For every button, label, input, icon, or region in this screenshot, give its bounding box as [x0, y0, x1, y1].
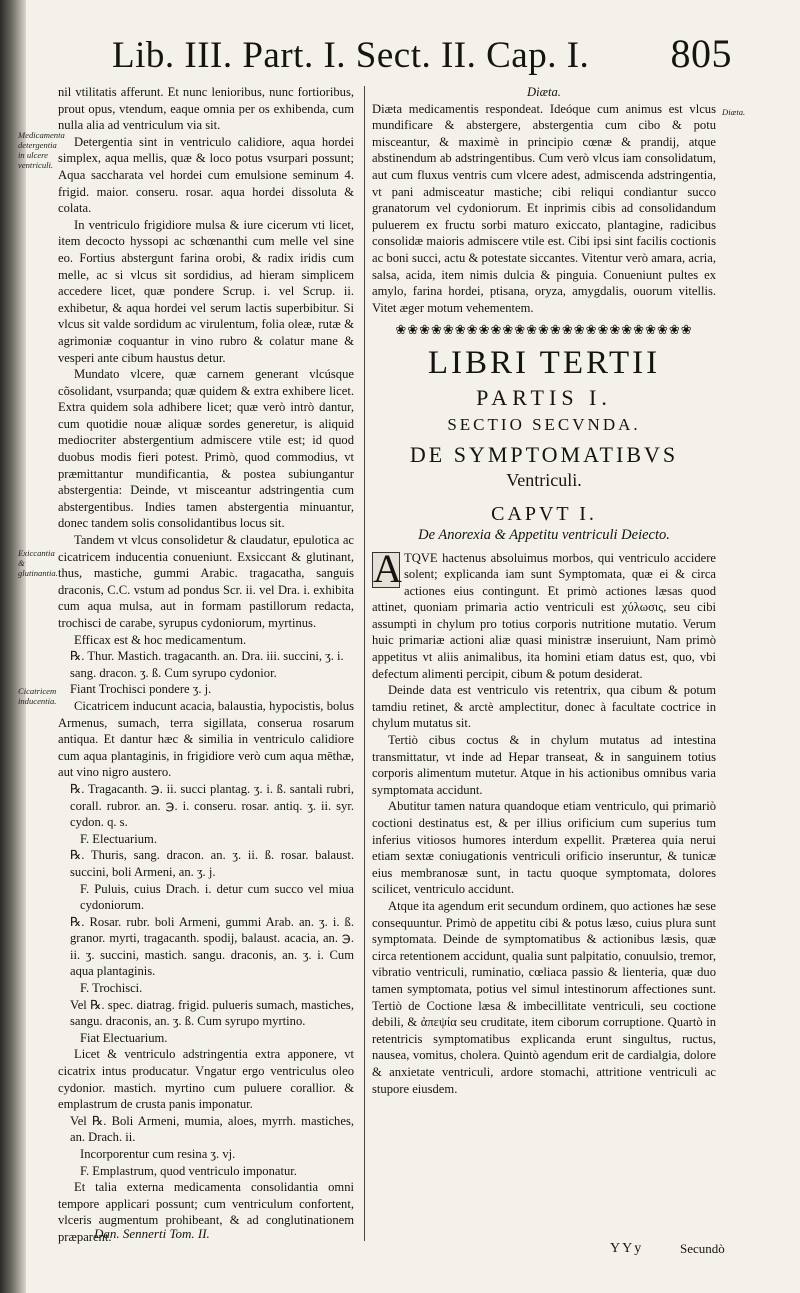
paragraph: Abutitur tamen natura quandoque etiam ventriculo, qui primariò coctioni destinatus est, & per illius orificium cum superius tum inferius vitiosos humores interdum expellit. Præterea quia nerui etiam sextæ coniugationis ventriculi orificio inseruntur, & tunicæ eius membranosæ sunt, in tactu quoque symptomata, dolores scilicet, ventriculo accidunt.: [372, 799, 716, 897]
paragraph: Tandem vt vlcus consolidetur & claudatur, epulotica ac cicatricem inducentia conueniunt. Exsiccant & glutinant, thus, mastiche, gummi Arabic. tragacatha, sanguis draconis, C.C. vstum ad pondus Scr. ii. vel Dra. i. exhibita cum aqua mulsa, aut in formam pastillorum redacta, trochisci de carabe, syrupus cydoniorum, myrtinus.: [58, 533, 354, 630]
running-title: Lib. III. Part. I. Sect. II. Cap. I.: [112, 35, 590, 76]
recipe-line: sang. dracon. ʒ. ß. Cum syrupo cydonior.: [70, 665, 277, 680]
paragraph: In ventriculo frigidiore mulsa & iure cicerum vti licet, item decocto hyssopi ac schœnanthi cum melle vel sine eo. Fortius abstergunt farina orobi, & radix iridis cum melle, ac si vlcus sit sordidius, ad hieram simplicem accedere licet, quæ pondere Scrup. i. vel Scrup. ii. exhibetur, & aqua hordei vel serum lactis superbibitur. Si vlcus sit valde sordidum ac virulentum, folia oleæ, rutæ & agrimoniæ coquantur in vino rubro & colatur mane & vesperi ante cibum haustus detur.: [58, 217, 354, 365]
subject-subtitle: Ventriculi.: [506, 469, 582, 490]
paragraph: Et talia externa medicamenta consolidantia omni tempore applicari possunt; cum ventriculum confortent, vlceris augmentum prohibeant, & ad conglutinationem præparent.: [58, 1180, 354, 1244]
book-title: LIBRI TERTII: [427, 344, 661, 381]
recipe-line: Fiat Electuarium.: [80, 1030, 168, 1045]
recipe-line: ℞. Thuris, sang. dracon. an. ʒ. ii. ß. rosar. balaust. succini, boli Armeni, an. ʒ. j.: [70, 848, 354, 879]
margin-note-cicatricem: Cicatricem inducentia.: [18, 686, 57, 706]
paragraph: Diæta medicamentis respondeat. Ideóque cum animus est vlcus mundificare & abstergere, abstergentia cum cibo & potu misceantur, & maximè in principio cœnæ & prandij, atque abstinendum ab adstringentibus. Cum verò vlcus iam consolidatum, aut cum fluxus ventris cum vlcere adest, admiscenda adstringentia, vt pani admisceatur mastiche; cibi reliqui condiantur succo granatorum vel cydoniorum. Et inprimis cibis ad consolidandum puluerem ex fructu sorbi maturo exiccato, plantagine, radicibus consolidæ maioris admiscere vtile est. Cibi ipsi sint facilis coctionis ac boni succi, actu & potestate siccantes. Vitentur verò amara, acria, salsa, acida, item nimis dulcia & pinguia. Conueniunt pultes ex amylo, farina hordei, ptisana, oryza, amygdalis, ouorum vitellis. Vitet æger motum vehementem.: [372, 101, 716, 315]
paragraph: Atque ita agendum erit secundum ordinem, quo actiones hæ sese consequuntur. Primò de appetitu cibi & potus læso, cuius plura sunt symptomata. Deinde de symptomatibus & actionibus læsis, quæ circa retentionem accidunt, qualia sunt palpitatio, conuulsio, tremor, vibratio ventriculi, ruminatio, cœliaca passio & lienteria, quæ duo tamen symptomata, potius vel simul intestinorum affectiones sunt. Tertiò de Coctione læsa & imbecillitate ventriculi, seu coctione debili, & ἀπεψία seu cruditate, item ciborum corruptione. Quartò in retentricis symptomatibus explicanda erunt singultus, ructus, nausea, vomitus, cholera. Quintò agendum erit de cardialgia, dolore & anxietate ventriculi, ardore stomachi, attritione ventriculi ac stupore eiusdem.: [372, 898, 716, 1096]
ornament-border: ❀❀❀❀❀❀❀❀❀❀❀❀❀❀❀❀❀❀❀❀❀❀❀❀❀: [395, 322, 693, 338]
drop-cap: A: [373, 545, 402, 591]
recipe-line: Vel ℞. spec. diatrag. frigid. pulueris sumach, mastiches, sangu. draconis, an. ʒ. ß. Cum syrupo myrtino.: [70, 997, 354, 1029]
part-title: PARTIS I.: [476, 384, 612, 410]
margin-note-exiccantia: Exiccantia & glutinantia.: [18, 548, 58, 578]
chapter-opening: [372, 545, 716, 683]
footer-author: Dan. Sennerti Tom. II.: [94, 1226, 210, 1241]
paragraph: Detergentia sint in ventriculo calidiore, aqua hordei simplex, aqua mellis, quæ & loco potus vsurpari possunt; Aqua saccharata vel hordei cum emulsione seminum 4. frigid. maior. conseru. rosar. aqua hordei dissoluta & colata.: [58, 134, 354, 216]
recipe-line: F. Puluis, cuius Drach. i. detur cum succo vel miua cydoniorum.: [80, 881, 354, 913]
gutter-shadow: [0, 0, 26, 1293]
page-number: 805: [670, 31, 732, 76]
paragraph: Tertiò cibus coctus & in chylum mutatus ad intestina transmittatur, vt inde ad Hepar transeat, & in sanguinem totius corporis alimentum mutetur. Atque in his actionibus omnibus varia symptomata accidunt.: [372, 733, 716, 797]
margin-note-detergentia: Medicamenta detergentia in ulcere ventriculi.: [18, 130, 65, 170]
recipe-line: ℞. Tragacanth. ℈. ii. succi plantag. ʒ. i. ß. santali rubri, corall. rubror. an. ℈. i. conseru. rosar. antiq. ʒ. ii. syr. cydon. q. s.: [70, 781, 354, 830]
recipe-line: ℞. Thur. Mastich. tragacanth. an. Dra. iii. succini, ʒ. i.: [70, 649, 344, 664]
paragraph: Licet & ventriculo adstringentia extra apponere, vt cicatrix intus producatur. Vngatur ergo ventriculus oleo cydonior. mastich. myrtino cum puluere corallior. & emplastrum de crusta panis imponatur.: [58, 1047, 354, 1112]
paragraph: Mundato vlcere, quæ carnem generant vlcúsque cõsolidant, vsurpanda; quæ quidem & extra exhibere licet. Extra quidem sola adhibere licet; quæ verò intrò dantur, cum quotidie nouæ aliquæ sordes generetur, is aliquid mediocriter abstergentium admiscere vtile est; id quod duobus modis fieri potest. Primò, quod commodius, vt præmittantur mundificantia, & postea subiungantur abstergentia: Deinde, vt misceantur adstringentia cum abstergentibus. Indies tamen abstergentia minuantur, donec tandem solis consolidantibus locus sit.: [58, 367, 354, 531]
section-title: SECTIO SECVNDA.: [447, 414, 641, 434]
paragraph: Cicatricem inducunt acacia, balaustia, hypocistis, bolus Armenus, sumach, terra sigillata, conserua rosarum antiqua. Et dantur hæc & similia in ventriculo calidiore cum aqua plantaginis, in frigidiore verò cum aqua mēthæ, aut vino nigro austero.: [58, 698, 354, 780]
paragraph: nil vtilitatis afferunt. Et nunc lenioribus, nunc fortioribus, prout opus, vtendum, eaque omnia per os exhibenda, cum nulla alia ad ventriculum via sit.: [58, 85, 354, 133]
left-column: [58, 84, 354, 1246]
recipe-line: ℞. Rosar. rubr. boli Armeni, gummi Arab. an. ʒ. i. ß. granor. myrti, tragacanth. spodij, balaust. acacia, an. ℈. ii. ʒ. succini, mastich. sangu. draconis, an. ʒ. i. Cum aqua plantaginis.: [70, 914, 354, 979]
running-head: [112, 31, 732, 84]
subject-title: DE SYMPTOMATIBVS: [409, 441, 679, 467]
signature-mark: YYy: [610, 1241, 644, 1256]
recipe-line: F. Electuarium.: [80, 831, 157, 846]
paragraph: Deinde data est ventriculo vis retentrix, qua cibum & potum tamdiu retinet, & arctè amplectitur, donec à facultate coctrice in chylum mutatus sit.: [372, 683, 716, 731]
recipe-line: Incorporentur cum resina ʒ. vj.: [80, 1147, 236, 1161]
recipe-line: F. Emplastrum, quod ventriculo imponatur.: [80, 1163, 297, 1178]
recipe-line: Vel ℞. Boli Armeni, mumia, aloes, myrrh. mastiches, an. Drach. ii.: [70, 1113, 354, 1145]
paragraph: TQVE hactenus absoluimus morbos, qui ventriculo accidere solent; explicanda iam sunt Symptomata, quæ ei & circa actiones eius contingunt. Et primò actiones læsas quod attinet, quoniam primaria actio ventriculi est χύλωσις, seu cibi assumpti in chylum pro totius corporis nutritione mutatio. Verum huic primariæ actioni aliæ quasi ministræ inseruiunt, Nam primò appetitus vt aliis animalibus, ita homini etiam datus est, quo, vbi defectum alimenti percipit, cibum & potum desiderat.: [372, 550, 716, 681]
right-column: [372, 84, 716, 1097]
chapter-title: CAPVT I.: [491, 502, 597, 525]
recipe-line: Fiant Trochisci pondere ʒ. j.: [70, 682, 212, 697]
paragraph: Efficax est & hoc medicamentum.: [74, 632, 247, 647]
chapter-subtitle: De Anorexia & Appetitu ventriculi Deiecto.: [418, 526, 670, 543]
recipe-line: F. Trochisci.: [80, 981, 143, 996]
margin-note-diaeta: Diæta.: [722, 107, 746, 117]
catchword: Secundò: [680, 1241, 725, 1256]
column-rule: [364, 86, 365, 1241]
section-caption: Diæta.: [527, 85, 561, 99]
